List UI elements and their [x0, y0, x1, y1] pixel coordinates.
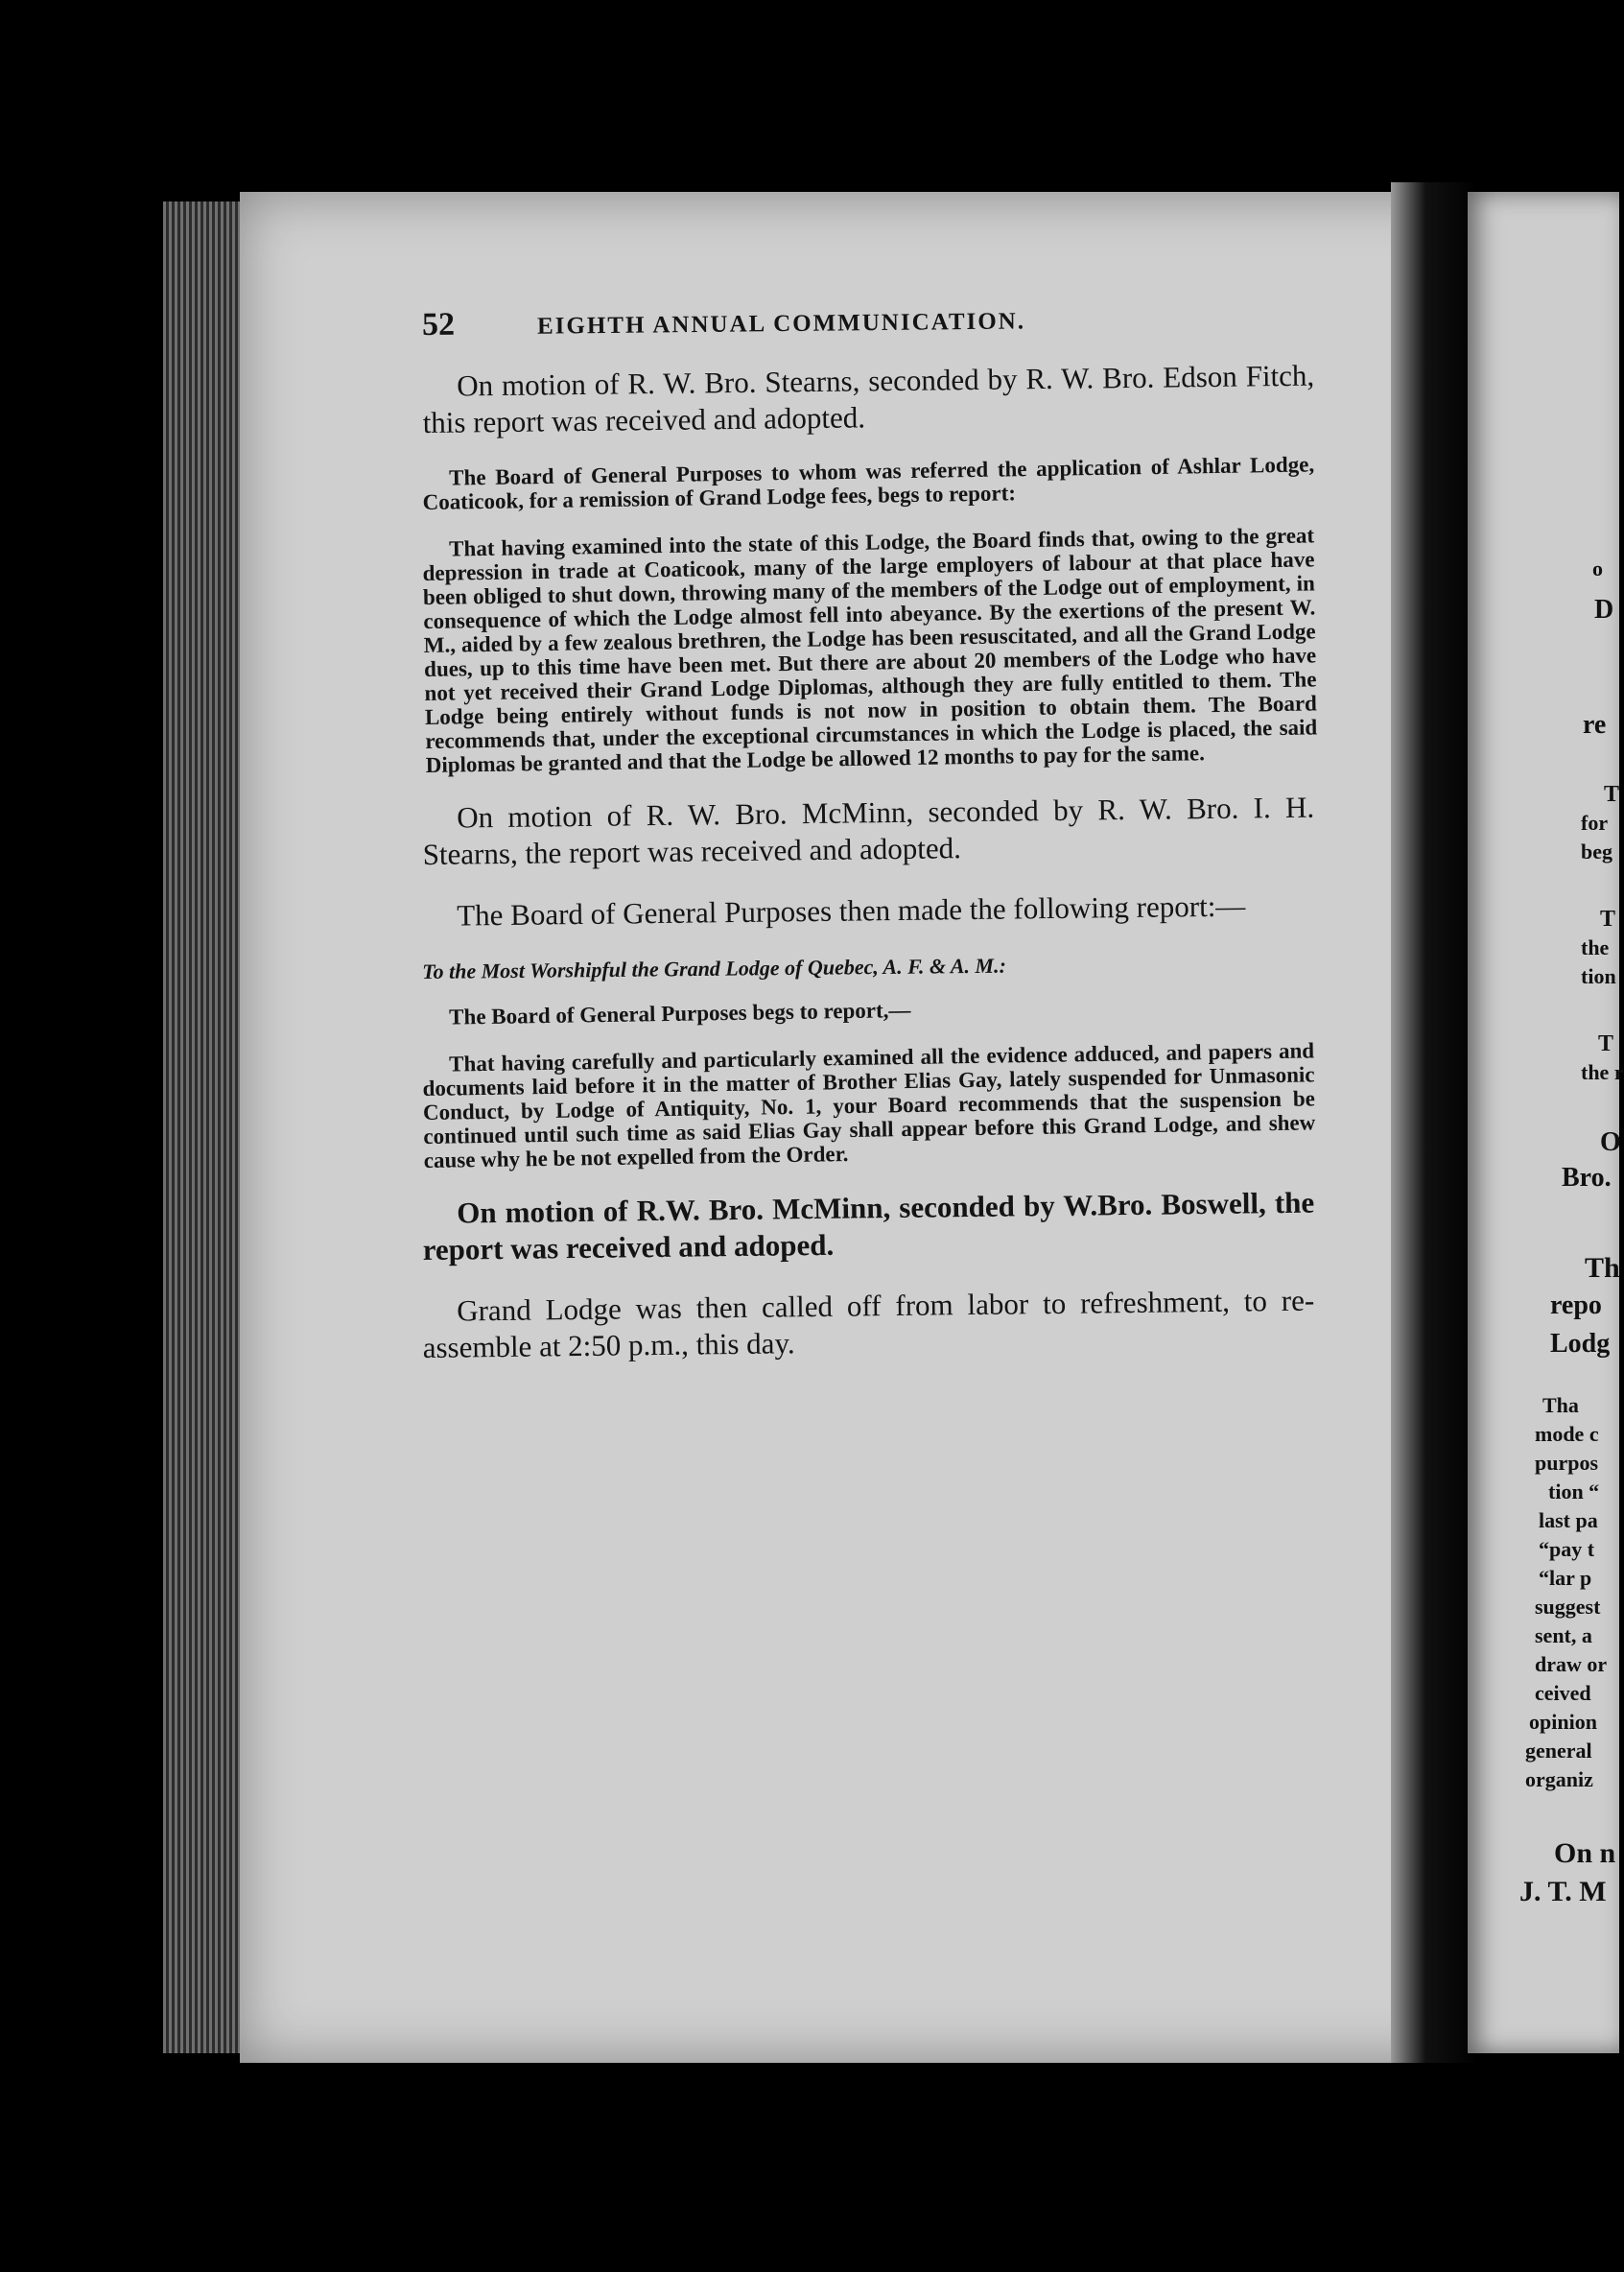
facing-fragment: “lar p	[1539, 1566, 1592, 1590]
facing-fragment: D	[1594, 595, 1614, 625]
facing-fragment: T	[1604, 782, 1620, 807]
motion-paragraph-2: On motion of R. W. Bro. McMinn, seconded by R. W. Bro. I. H. Stearns, the report was received and adopted.	[422, 790, 1315, 871]
facing-fragment: draw or	[1535, 1652, 1608, 1676]
facing-fragment: mode c	[1535, 1422, 1599, 1446]
facing-fragment: Lodg	[1550, 1329, 1611, 1359]
facing-fragment: purpos	[1535, 1451, 1599, 1475]
facing-fragment: opinion	[1529, 1710, 1597, 1734]
called-off-paragraph: Grand Lodge was then called off from labor to refreshment, to re-assemble at 2:50 p.m., this day.	[422, 1283, 1315, 1364]
facing-fragment: the	[1581, 935, 1610, 959]
motion-paragraph-3: On motion of R.W. Bro. McMinn, seconded by W.Bro. Boswell, the report was received and adoped.	[422, 1185, 1315, 1266]
facing-fragment: Tha	[1542, 1393, 1579, 1417]
facing-fragment: tion	[1581, 964, 1616, 988]
facing-fragment: o	[1592, 556, 1603, 580]
facing-fragment: re	[1583, 710, 1607, 740]
facing-fragment: T	[1600, 907, 1616, 932]
facing-fragment: ceived	[1535, 1681, 1591, 1705]
facing-fragment: the r	[1581, 1060, 1624, 1084]
facing-fragment: Bro.	[1562, 1163, 1612, 1193]
facing-fragment: J. T. M	[1519, 1876, 1607, 1907]
facing-fragment: suggest	[1535, 1595, 1601, 1619]
facing-fragment: general	[1525, 1739, 1592, 1763]
facing-fragment: O	[1600, 1127, 1621, 1157]
facing-fragment: T	[1598, 1031, 1614, 1056]
facing-fragment: last pa	[1539, 1508, 1598, 1532]
board-report-body: That having examined into the state of this Lodge, the Board finds that, owing to the great depression in trade at Coaticook, many of the large employers of labour at that place have been obliged to shut down, throwing many of the members of the Lodge out of employment, in consequence of which the Lodge almost fell into abeyance. By the exertions of the present W. M., aided by a few zealous brethren, the Lodge has been resuscitated, and all the Grand Lodge dues, up to this time have been met. But there are about 20 members of the Lodge who have not yet received their Grand Lodge Diplomas, although they are fully entitled to them. The Lodge being entirely without funds is not now in position to obtain them. The Board recommends that, under the exceptional circumstances in which the Lodge is placed, the said Diplomas be granted and that the Lodge be allowed 12 months to pay for the same.	[422, 523, 1318, 777]
facing-fragment: tion “	[1548, 1479, 1600, 1503]
board-following-report: The Board of General Purposes then made the following report:—	[457, 888, 1246, 933]
running-title: EIGHTH ANNUAL COMMUNICATION.	[536, 308, 1026, 340]
facing-fragment: repo	[1550, 1290, 1602, 1320]
board-begs-to-report: The Board of General Purposes begs to report,—	[448, 998, 911, 1030]
facing-fragment: “pay t	[1539, 1537, 1595, 1561]
facing-fragment: On n	[1554, 1837, 1616, 1869]
facing-fragment: sent, a	[1535, 1623, 1592, 1647]
facing-fragment: Th	[1585, 1252, 1620, 1284]
facing-fragment: organiz	[1525, 1767, 1593, 1791]
page-number: 52	[421, 306, 456, 343]
salutation: To the Most Worshipful the Grand Lodge of Quebec, A. F. & A. M.:	[422, 953, 1006, 983]
board-report-intro: The Board of General Purposes to whom was referred the application of Ashlar Lodge, Coaticook, for a remission of Grand Lodge fees, begs to report:	[422, 452, 1315, 514]
motion-paragraph-1: On motion of R. W. Bro. Stearns, seconded by R. W. Bro. Edson Fitch, this report was received and adopted.	[422, 358, 1315, 439]
facing-fragment: beg	[1581, 840, 1612, 864]
elias-gay-report: That having carefully and particularly examined all the evidence adduced, and papers and documents laid before it in the matter of Brother Elias Gay, lately suspended for Unmasonic Conduct, by Lodge of Antiquity, No. 1, your Board recommends that the suspension be continued until such time as said Elias Gay shall appear before this Grand Lodge, and shew cause why he be not expelled from the Order.	[422, 1038, 1316, 1172]
facing-fragment: for	[1581, 811, 1609, 835]
